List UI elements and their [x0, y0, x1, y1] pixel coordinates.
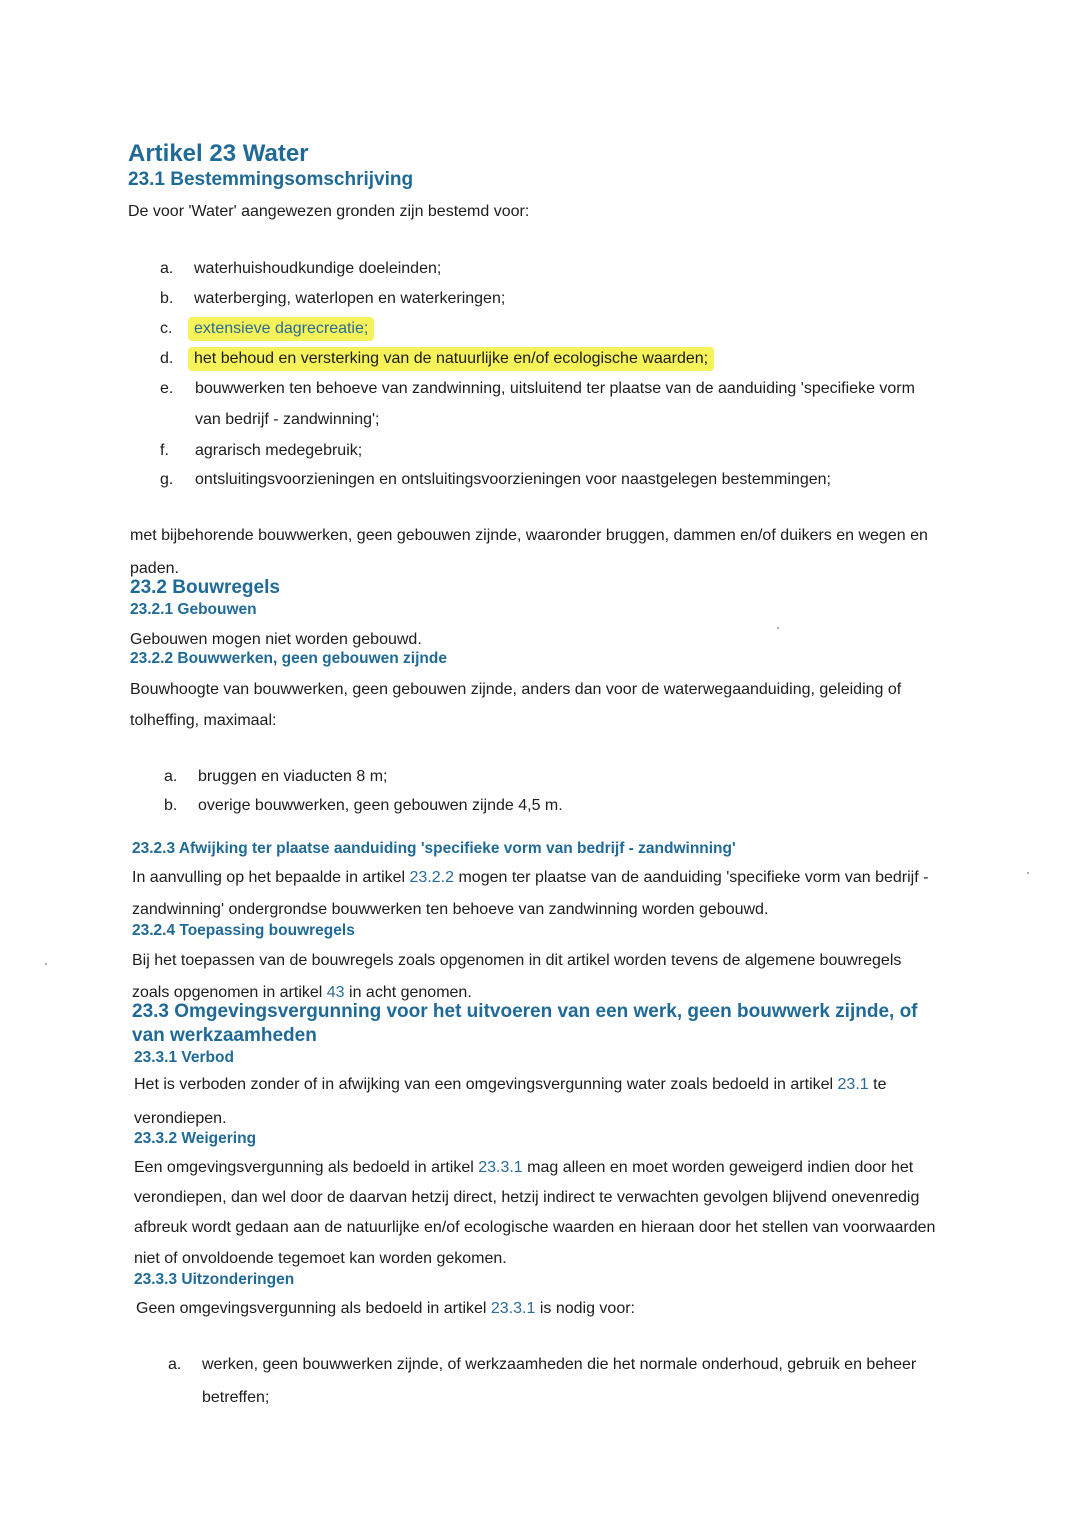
list-marker: b. [164, 797, 178, 814]
scan-speck [45, 963, 47, 965]
subsection-23-3-2-text-line3: afbreuk wordt gedaan aan de natuurlijke en/of ecologische waarden en hieraan door het stellen van voorwaarden [134, 1219, 936, 1236]
scan-speck [777, 627, 779, 629]
text-run: zoals opgenomen in artikel [132, 984, 327, 1001]
section-heading-23-3: 23.3 Omgevingsvergunning voor het uitvoeren van een werk, geen bouwwerk zijnde, of [132, 1001, 918, 1022]
list-item-text: bouwwerken ten behoeve van zandwinning, uitsluitend ter plaatse van de aanduiding 'specifieke vorm [195, 380, 915, 397]
article-link-23-3-1[interactable]: 23.3.1 [490, 1300, 536, 1317]
list-marker: g. [160, 471, 174, 488]
list-marker: a. [164, 768, 178, 785]
subsection-heading-23-2-3: 23.2.3 Afwijking ter plaatse aanduiding 'specifieke vorm van bedrijf - zandwinning' [132, 840, 736, 857]
subsection-23-2-1-text: Gebouwen mogen niet worden gebouwd. [130, 631, 422, 648]
subsection-23-3-2-text-line4: niet of onvoldoende tegemoet kan worden gekomen. [134, 1250, 507, 1267]
list-item-text: overige bouwwerken, geen gebouwen zijnde 4,5 m. [198, 797, 563, 814]
subsection-heading-23-2-1: 23.2.1 Gebouwen [130, 601, 257, 618]
text-run: mogen ter plaatse van de aanduiding 'specifieke vorm van bedrijf - [454, 869, 929, 886]
subsection-23-2-4-text-continued [132, 983, 472, 1003]
list-marker: a. [160, 260, 174, 277]
highlighted-text: het behoud en versterking van de natuurlijke en/of ecologische waarden; [188, 347, 714, 371]
section-23-1-outro-continued: paden. [130, 560, 179, 577]
subsection-23-2-3-text-continued: zandwinning' ondergrondse bouwwerken ten behoeve van zandwinning worden gebouwd. [132, 901, 769, 918]
subsection-heading-23-3-3: 23.3.3 Uitzonderingen [134, 1271, 295, 1288]
list-marker: f. [160, 442, 169, 459]
list-marker: d. [160, 350, 174, 367]
text-run: In aanvulling op het bepaalde in artikel [132, 869, 410, 886]
subsection-heading-23-2-2: 23.2.2 Bouwwerken, geen gebouwen zijnde [130, 650, 447, 667]
list-item-text: agrarisch medegebruik; [195, 442, 363, 459]
list-item-text: waterberging, waterlopen en waterkeringen; [194, 290, 506, 307]
scan-speck [1027, 872, 1029, 874]
text-run: mag alleen en moet worden geweigerd indien door het [522, 1159, 914, 1176]
list-item-text: werken, geen bouwwerken zijnde, of werkzaamheden die het normale onderhoud, gebruik en beheer [202, 1356, 917, 1373]
highlighted-text: extensieve dagrecreatie; [188, 317, 374, 341]
subsection-heading-23-2-4: 23.2.4 Toepassing bouwregels [132, 922, 355, 939]
list-item-text: bruggen en viaducten 8 m; [198, 768, 388, 785]
text-run: Geen omgevingsvergunning als bedoeld in artikel [136, 1300, 491, 1317]
article-link-43[interactable]: 43 [326, 984, 345, 1001]
list-item-text-continued: van bedrijf - zandwinning'; [195, 411, 380, 428]
subsection-23-2-3-text [132, 868, 928, 888]
list-item-text: ontsluitingsvoorzieningen en ontsluitingsvoorzieningen voor naastgelegen bestemmingen; [195, 471, 831, 488]
text-run: te [868, 1076, 887, 1093]
list-marker: e. [160, 380, 174, 397]
list-marker: b. [160, 290, 174, 307]
section-23-1-intro: De voor 'Water' aangewezen gronden zijn bestemd voor: [128, 203, 530, 220]
list-item-text-continued: betreffen; [202, 1389, 270, 1406]
subsection-23-2-4-text: Bij het toepassen van de bouwregels zoals opgenomen in dit artikel worden tevens de algemene bouwregels [132, 952, 902, 969]
section-heading-23-1: 23.1 Bestemmingsomschrijving [128, 169, 414, 190]
text-run: in acht genomen. [344, 984, 472, 1001]
subsection-23-3-1-text-continued: verondiepen. [134, 1110, 227, 1127]
subsection-23-3-2-text [134, 1158, 913, 1178]
list-marker: a. [168, 1356, 182, 1373]
section-heading-23-3-continued: van werkzaamheden [132, 1025, 317, 1046]
subsection-23-3-2-text-line2: verondiepen, dan wel door de daarvan hetzij direct, hetzij indirect te verwachten gevolgen blijvend onevenredig [134, 1189, 920, 1206]
article-link-23-2-2[interactable]: 23.2.2 [409, 869, 455, 886]
list-item-text: waterhuishoudkundige doeleinden; [194, 260, 442, 277]
list-marker: c. [160, 320, 173, 337]
section-heading-23-2: 23.2 Bouwregels [130, 577, 280, 598]
article-link-23-1[interactable]: 23.1 [837, 1076, 869, 1093]
subsection-heading-23-3-2: 23.3.2 Weigering [134, 1130, 257, 1147]
text-run: Een omgevingsvergunning als bedoeld in artikel [134, 1159, 479, 1176]
text-run: is nodig voor: [535, 1300, 635, 1317]
subsection-heading-23-3-1: 23.3.1 Verbod [134, 1049, 234, 1066]
text-run: Het is verboden zonder of in afwijking van een omgevingsvergunning water zoals bedoeld in artikel [134, 1076, 838, 1093]
subsection-23-2-2-text-continued: tolheffing, maximaal: [130, 712, 277, 729]
article-title: Artikel 23 Water [128, 140, 309, 167]
subsection-23-3-3-text [136, 1299, 635, 1319]
subsection-23-3-1-text [134, 1075, 886, 1095]
article-link-23-3-1[interactable]: 23.3.1 [478, 1159, 523, 1176]
section-23-1-outro: met bijbehorende bouwwerken, geen gebouwen zijnde, waaronder bruggen, dammen en/of duikers en wegen en [130, 527, 928, 544]
subsection-23-2-2-text: Bouwhoogte van bouwwerken, geen gebouwen zijnde, anders dan voor de waterwegaanduiding, geleiding of [130, 681, 902, 698]
